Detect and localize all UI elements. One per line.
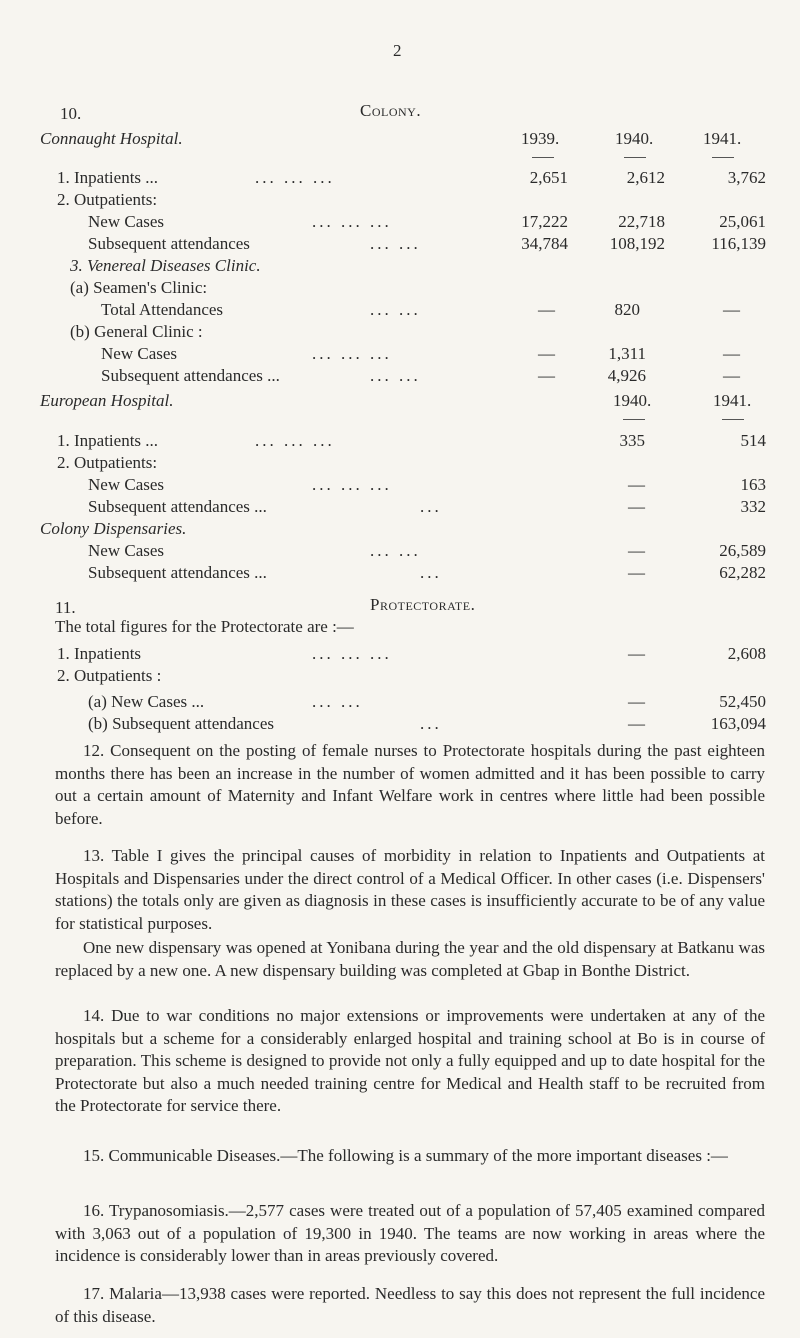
page-number: 2 (393, 41, 402, 60)
header-rule (623, 419, 645, 420)
leader-dots: ... (420, 563, 442, 582)
row-label: Subsequent attendances ... (88, 497, 267, 516)
row-label: New Cases (88, 212, 165, 231)
paragraph-14-text: 14. Due to war conditions no major extensions or improvements were undertaken at any of the hospitals but a scheme for a considerably enlarged hospital and training school at Bo is in course of preparation. This scheme is designed to provide not only a fully equipped and up to date hospital for the Protectorate but also a much needed training centre for Medical and Health staff to be recruited from the Protectorate for service there. (55, 1006, 765, 1115)
value-cell: — (628, 563, 645, 582)
row-label: 1. Inpatients ... (57, 431, 159, 450)
value-cell: 116,139 (711, 234, 766, 253)
value-cell: 332 (740, 497, 766, 516)
leader-dots: ... (420, 714, 442, 733)
leader-dots: ... ... (370, 366, 421, 385)
value-cell: 52,450 (719, 692, 766, 711)
value-cell: — (538, 366, 555, 385)
paragraph-17 (55, 1283, 765, 1328)
leader-dots: ... ... (370, 300, 421, 319)
leader-dots: ... ... ... (312, 344, 392, 363)
value-cell: — (628, 714, 645, 733)
year-1941-header: 1941. (703, 129, 742, 148)
value-cell: 108,192 (609, 234, 665, 253)
year-1940-header: 1940. (613, 391, 652, 410)
row-label: Subsequent attendances (88, 234, 250, 253)
leader-dots: ... ... ... (312, 475, 392, 494)
value-cell: — (723, 344, 740, 363)
european-hospital-title: European Hospital. (40, 391, 174, 410)
paragraph-13b (55, 937, 765, 982)
value-cell: 3,762 (727, 168, 766, 187)
value-cell: — (723, 366, 740, 385)
protectorate-heading: Protectorate. (370, 595, 476, 614)
general-clinic-label: (b) General Clinic : (70, 322, 203, 341)
header-rule (532, 157, 554, 158)
value-cell: 62,282 (719, 563, 766, 582)
leader-dots: ... ... (312, 692, 363, 711)
header-rule (712, 157, 734, 158)
row-label: Subsequent attendances ... (101, 366, 280, 385)
paragraph-13 (55, 845, 765, 935)
leader-dots: ... ... ... (312, 212, 392, 231)
row-label: Subsequent attendances ... (88, 563, 267, 582)
row-label: 2. Outpatients: (57, 190, 158, 209)
value-cell: — (723, 300, 740, 319)
leader-dots: ... ... (370, 541, 421, 560)
row-label: 1. Inpatients (57, 644, 142, 663)
value-cell: 4,926 (607, 366, 646, 385)
value-cell: — (628, 475, 645, 494)
year-1940-header: 1940. (615, 129, 654, 148)
row-label: 1. Inpatients ... (57, 168, 159, 187)
colony-dispensaries-title: Colony Dispensaries. (40, 519, 187, 538)
row-label: Total Attendances (101, 300, 224, 319)
paragraph-17-text: 17. Malaria—13,938 cases were reported. Needless to say this does not represent the full incidence of this disease. (55, 1284, 765, 1326)
value-cell: 163 (740, 475, 766, 494)
row-label: New Cases (88, 475, 165, 494)
value-cell: 34,784 (521, 234, 568, 253)
paragraph-15-text: 15. Communicable Diseases.—The following is a summary of the more important diseases :— (83, 1146, 728, 1165)
leader-dots: ... ... ... (255, 431, 335, 450)
paragraph-13-text: 13. Table I gives the principal causes of morbidity in relation to Inpatients and Outpatients at Hospitals and Dispensaries under the direct control of a Medical Officer. In other cases (i.e. Dispensers' stations) the totals only are given as diagnosis in these cases is insufficiently accurate to be of any value for statistical purposes. (55, 846, 765, 933)
row-label: (b) Subsequent attendances (88, 714, 274, 733)
colony-heading: Colony. (360, 101, 422, 120)
value-cell: — (628, 541, 645, 560)
value-cell: 25,061 (719, 212, 766, 231)
value-cell: 335 (619, 431, 645, 450)
row-label: 2. Outpatients: (57, 453, 158, 472)
row-label: New Cases (101, 344, 178, 363)
leader-dots: ... (420, 497, 442, 516)
value-cell: — (538, 300, 555, 319)
paragraph-15 (55, 1145, 765, 1168)
connaught-hospital-title: Connaught Hospital. (40, 129, 183, 148)
value-cell: 2,651 (529, 168, 568, 187)
section-number-10: 10. (60, 104, 82, 123)
paragraph-14 (55, 1005, 765, 1118)
paragraph-16-text: 16. Trypanosomiasis.—2,577 cases were treated out of a population of 57,405 examined compared with 3,063 out of a population of 19,300 in 1940. The teams are now working in areas where the incidence is considerably lower than in areas previously covered. (55, 1201, 765, 1265)
header-rule (722, 419, 744, 420)
seamens-clinic-label: (a) Seamen's Clinic: (70, 278, 208, 297)
leader-dots: ... ... (370, 234, 421, 253)
value-cell: 17,222 (521, 212, 568, 231)
value-cell: 26,589 (719, 541, 766, 560)
value-cell: 820 (614, 300, 640, 319)
header-rule (624, 157, 646, 158)
value-cell: — (628, 692, 645, 711)
value-cell: — (628, 497, 645, 516)
paragraph-12 (55, 740, 765, 830)
protectorate-intro: The total figures for the Protectorate are :— (55, 617, 354, 636)
section-number-11: 11. (55, 598, 76, 617)
value-cell: — (628, 644, 645, 663)
value-cell: 2,612 (626, 168, 665, 187)
row-label: New Cases (88, 541, 165, 560)
value-cell: — (538, 344, 555, 363)
value-cell: 22,718 (618, 212, 665, 231)
year-1939-header: 1939. (521, 129, 560, 148)
value-cell: 163,094 (710, 714, 766, 733)
venereal-clinic-title: 3. Venereal Diseases Clinic. (70, 256, 261, 275)
value-cell: 2,608 (727, 644, 766, 663)
value-cell: 1,311 (608, 344, 646, 363)
paragraph-12-text: 12. Consequent on the posting of female nurses to Protectorate hospitals during the past eighteen months there has been an increase in the number of women admitted and it has been possible to carry out a certain amount of Maternity and Infant Welfare work in centres where little had been possible before. (55, 741, 765, 828)
paragraph-13b-text: One new dispensary was opened at Yonibana during the year and the old dispensary at Batkanu was replaced by a new one. A new dispensary building was completed at Gbap in Bonthe District. (55, 938, 765, 980)
row-label: (a) New Cases ... (88, 692, 205, 711)
paragraph-16 (55, 1200, 765, 1268)
leader-dots: ... ... ... (312, 644, 392, 663)
row-label: 2. Outpatients : (57, 666, 162, 685)
leader-dots: ... ... ... (255, 168, 335, 187)
value-cell: 514 (740, 431, 766, 450)
year-1941-header: 1941. (713, 391, 752, 410)
